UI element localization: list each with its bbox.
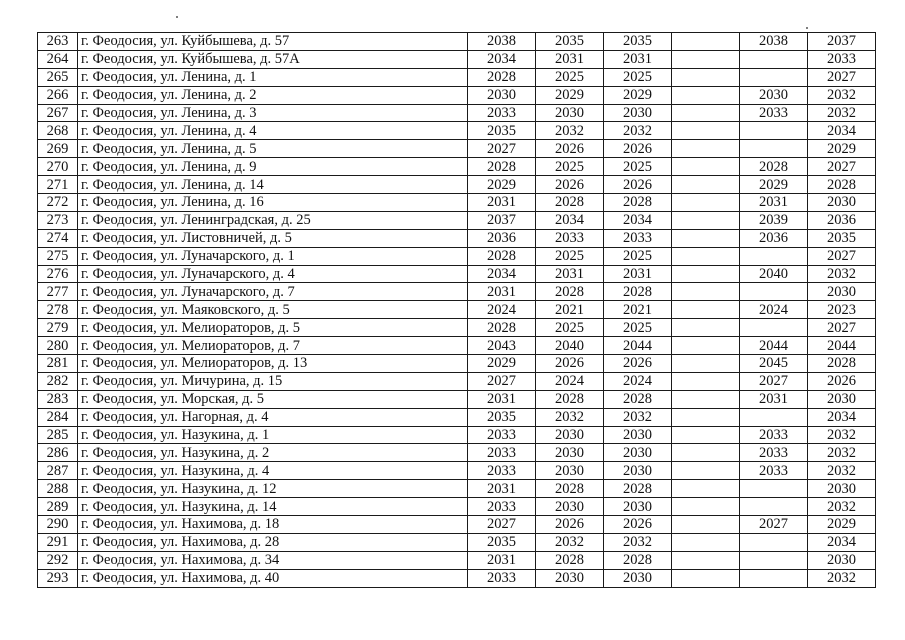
year-cell-6: 2028 [808,355,876,373]
year-cell-5: 2031 [740,194,808,212]
table-row [38,86,876,104]
year-cell-1: 2033 [468,569,536,587]
year-cell-4 [672,229,740,247]
year-cell-1: 2035 [468,122,536,140]
address-cell: г. Феодосия, ул. Назукина, д. 14 [78,498,468,516]
year-cell-6: 2030 [808,390,876,408]
table-row [38,498,876,516]
year-cell-4 [672,283,740,301]
year-cell-1: 2028 [468,158,536,176]
year-cell-6: 2023 [808,301,876,319]
year-cell-3: 2030 [604,444,672,462]
year-cell-1: 2033 [468,498,536,516]
year-cell-6: 2027 [808,68,876,86]
year-cell-1: 2024 [468,301,536,319]
year-cell-4 [672,176,740,194]
year-cell-3: 2028 [604,390,672,408]
year-cell-4 [672,86,740,104]
year-cell-3: 2030 [604,426,672,444]
year-cell-6: 2030 [808,551,876,569]
year-cell-3: 2025 [604,68,672,86]
year-cell-3: 2028 [604,480,672,498]
year-cell-4 [672,372,740,390]
row-number-cell: 293 [38,569,78,587]
year-cell-1: 2031 [468,480,536,498]
year-cell-6: 2028 [808,176,876,194]
year-cell-4 [672,301,740,319]
year-cell-4 [672,480,740,498]
table-row [38,104,876,122]
year-cell-6: 2033 [808,50,876,68]
year-cell-5: 2036 [740,229,808,247]
table-row [38,122,876,140]
year-cell-1: 2031 [468,551,536,569]
year-cell-1: 2033 [468,462,536,480]
year-cell-6: 2027 [808,158,876,176]
year-cell-3: 2044 [604,337,672,355]
year-cell-3: 2030 [604,104,672,122]
scan-speck [176,16,178,18]
year-cell-5 [740,319,808,337]
year-cell-5: 2039 [740,211,808,229]
year-cell-3: 2031 [604,50,672,68]
year-cell-5: 2030 [740,86,808,104]
row-number-cell: 274 [38,229,78,247]
year-cell-2: 2029 [536,86,604,104]
row-number-cell: 266 [38,86,78,104]
year-cell-6: 2032 [808,426,876,444]
year-cell-4 [672,551,740,569]
year-cell-4 [672,569,740,587]
row-number-cell: 272 [38,194,78,212]
row-number-cell: 263 [38,33,78,51]
address-cell: г. Феодосия, ул. Листовничей, д. 5 [78,229,468,247]
year-cell-2: 2026 [536,176,604,194]
year-cell-5 [740,68,808,86]
table-row [38,319,876,337]
address-cell: г. Феодосия, ул. Нахимова, д. 34 [78,551,468,569]
year-cell-5 [740,122,808,140]
document-page [37,32,876,588]
year-cell-4 [672,355,740,373]
table-row [38,211,876,229]
year-cell-6: 2034 [808,408,876,426]
year-cell-5: 2028 [740,158,808,176]
table-row [38,337,876,355]
table-row [38,533,876,551]
year-cell-2: 2028 [536,390,604,408]
table-row [38,426,876,444]
year-cell-1: 2028 [468,247,536,265]
year-cell-5: 2040 [740,265,808,283]
year-cell-6: 2026 [808,372,876,390]
table-row [38,50,876,68]
year-cell-3: 2028 [604,283,672,301]
table-row [38,569,876,587]
housing-repair-schedule-table [37,32,876,588]
year-cell-1: 2028 [468,319,536,337]
address-cell: г. Феодосия, ул. Ленина, д. 2 [78,86,468,104]
row-number-cell: 269 [38,140,78,158]
year-cell-3: 2026 [604,516,672,534]
year-cell-6: 2027 [808,247,876,265]
year-cell-3: 2032 [604,122,672,140]
year-cell-6: 2034 [808,533,876,551]
row-number-cell: 287 [38,462,78,480]
year-cell-1: 2033 [468,104,536,122]
year-cell-5: 2031 [740,390,808,408]
row-number-cell: 273 [38,211,78,229]
year-cell-5 [740,498,808,516]
year-cell-5 [740,480,808,498]
year-cell-6: 2044 [808,337,876,355]
year-cell-4 [672,122,740,140]
year-cell-2: 2025 [536,68,604,86]
table-body [38,33,876,588]
year-cell-1: 2035 [468,408,536,426]
row-number-cell: 282 [38,372,78,390]
table-row [38,176,876,194]
year-cell-6: 2036 [808,211,876,229]
address-cell: г. Феодосия, ул. Назукина, д. 2 [78,444,468,462]
address-cell: г. Феодосия, ул. Назукина, д. 1 [78,426,468,444]
year-cell-6: 2032 [808,462,876,480]
year-cell-5: 2033 [740,444,808,462]
year-cell-5: 2033 [740,462,808,480]
year-cell-3: 2021 [604,301,672,319]
year-cell-1: 2031 [468,390,536,408]
address-cell: г. Феодосия, ул. Мелиораторов, д. 5 [78,319,468,337]
year-cell-6: 2030 [808,194,876,212]
year-cell-3: 2030 [604,569,672,587]
year-cell-2: 2030 [536,426,604,444]
year-cell-1: 2031 [468,283,536,301]
table-row [38,480,876,498]
year-cell-3: 2030 [604,498,672,516]
year-cell-4 [672,337,740,355]
year-cell-2: 2032 [536,122,604,140]
table-row [38,194,876,212]
table-row [38,247,876,265]
table-row [38,229,876,247]
year-cell-4 [672,211,740,229]
year-cell-6: 2032 [808,265,876,283]
address-cell: г. Феодосия, ул. Мичурина, д. 15 [78,372,468,390]
row-number-cell: 290 [38,516,78,534]
year-cell-5 [740,283,808,301]
year-cell-3: 2029 [604,86,672,104]
year-cell-2: 2030 [536,462,604,480]
row-number-cell: 281 [38,355,78,373]
year-cell-5: 2033 [740,426,808,444]
scan-speck [806,27,808,29]
year-cell-6: 2027 [808,319,876,337]
year-cell-4 [672,408,740,426]
table-row [38,390,876,408]
table-row [38,551,876,569]
address-cell: г. Феодосия, ул. Ленина, д. 14 [78,176,468,194]
year-cell-4 [672,265,740,283]
address-cell: г. Феодосия, ул. Маяковского, д. 5 [78,301,468,319]
year-cell-5: 2033 [740,104,808,122]
year-cell-5 [740,50,808,68]
year-cell-6: 2032 [808,498,876,516]
year-cell-1: 2034 [468,50,536,68]
year-cell-4 [672,390,740,408]
year-cell-5: 2024 [740,301,808,319]
year-cell-6: 2030 [808,283,876,301]
year-cell-4 [672,158,740,176]
year-cell-3: 2035 [604,33,672,51]
row-number-cell: 278 [38,301,78,319]
table-row [38,355,876,373]
address-cell: г. Феодосия, ул. Луначарского, д. 1 [78,247,468,265]
address-cell: г. Феодосия, ул. Мелиораторов, д. 13 [78,355,468,373]
year-cell-2: 2032 [536,533,604,551]
year-cell-1: 2029 [468,355,536,373]
row-number-cell: 268 [38,122,78,140]
year-cell-2: 2028 [536,283,604,301]
table-row [38,462,876,480]
address-cell: г. Феодосия, ул. Ленина, д. 16 [78,194,468,212]
row-number-cell: 288 [38,480,78,498]
table-row [38,444,876,462]
year-cell-1: 2028 [468,68,536,86]
year-cell-2: 2040 [536,337,604,355]
row-number-cell: 283 [38,390,78,408]
year-cell-2: 2021 [536,301,604,319]
year-cell-1: 2035 [468,533,536,551]
year-cell-3: 2025 [604,247,672,265]
year-cell-3: 2033 [604,229,672,247]
row-number-cell: 264 [38,50,78,68]
year-cell-3: 2032 [604,533,672,551]
row-number-cell: 279 [38,319,78,337]
row-number-cell: 285 [38,426,78,444]
table-row [38,301,876,319]
address-cell: г. Феодосия, ул. Ленинградская, д. 25 [78,211,468,229]
year-cell-2: 2032 [536,408,604,426]
year-cell-6: 2029 [808,140,876,158]
year-cell-5 [740,140,808,158]
year-cell-2: 2030 [536,104,604,122]
row-number-cell: 280 [38,337,78,355]
year-cell-5 [740,533,808,551]
table-row [38,158,876,176]
year-cell-3: 2032 [604,408,672,426]
address-cell: г. Феодосия, ул. Нахимова, д. 28 [78,533,468,551]
year-cell-2: 2030 [536,498,604,516]
year-cell-3: 2025 [604,158,672,176]
year-cell-4 [672,426,740,444]
year-cell-4 [672,33,740,51]
year-cell-1: 2027 [468,372,536,390]
year-cell-5: 2038 [740,33,808,51]
year-cell-5: 2045 [740,355,808,373]
address-cell: г. Феодосия, ул. Ленина, д. 4 [78,122,468,140]
address-cell: г. Феодосия, ул. Нахимова, д. 40 [78,569,468,587]
row-number-cell: 275 [38,247,78,265]
row-number-cell: 284 [38,408,78,426]
address-cell: г. Феодосия, ул. Ленина, д. 5 [78,140,468,158]
year-cell-4 [672,516,740,534]
address-cell: г. Феодосия, ул. Мелиораторов, д. 7 [78,337,468,355]
year-cell-4 [672,319,740,337]
year-cell-6: 2034 [808,122,876,140]
year-cell-2: 2030 [536,444,604,462]
year-cell-6: 2030 [808,480,876,498]
year-cell-1: 2038 [468,33,536,51]
year-cell-4 [672,104,740,122]
year-cell-3: 2025 [604,319,672,337]
year-cell-2: 2031 [536,265,604,283]
year-cell-1: 2036 [468,229,536,247]
year-cell-6: 2032 [808,86,876,104]
address-cell: г. Феодосия, ул. Куйбышева, д. 57А [78,50,468,68]
year-cell-2: 2026 [536,140,604,158]
year-cell-1: 2031 [468,194,536,212]
table-row [38,68,876,86]
row-number-cell: 291 [38,533,78,551]
year-cell-2: 2026 [536,355,604,373]
year-cell-3: 2026 [604,176,672,194]
year-cell-2: 2025 [536,158,604,176]
year-cell-5 [740,408,808,426]
row-number-cell: 292 [38,551,78,569]
table-row [38,33,876,51]
year-cell-6: 2035 [808,229,876,247]
year-cell-5 [740,551,808,569]
year-cell-3: 2030 [604,462,672,480]
row-number-cell: 271 [38,176,78,194]
year-cell-1: 2033 [468,426,536,444]
table-row [38,372,876,390]
address-cell: г. Феодосия, ул. Луначарского, д. 7 [78,283,468,301]
year-cell-6: 2032 [808,444,876,462]
year-cell-1: 2037 [468,211,536,229]
year-cell-2: 2028 [536,551,604,569]
year-cell-6: 2032 [808,104,876,122]
year-cell-2: 2028 [536,480,604,498]
year-cell-6: 2032 [808,569,876,587]
year-cell-2: 2035 [536,33,604,51]
year-cell-4 [672,68,740,86]
year-cell-3: 2031 [604,265,672,283]
address-cell: г. Феодосия, ул. Куйбышева, д. 57 [78,33,468,51]
year-cell-4 [672,247,740,265]
year-cell-5 [740,247,808,265]
year-cell-1: 2030 [468,86,536,104]
year-cell-4 [672,194,740,212]
year-cell-2: 2034 [536,211,604,229]
table-row [38,265,876,283]
year-cell-5: 2029 [740,176,808,194]
row-number-cell: 270 [38,158,78,176]
year-cell-1: 2027 [468,140,536,158]
year-cell-2: 2030 [536,569,604,587]
year-cell-3: 2024 [604,372,672,390]
year-cell-3: 2026 [604,140,672,158]
address-cell: г. Феодосия, ул. Назукина, д. 12 [78,480,468,498]
year-cell-5: 2027 [740,372,808,390]
table-row [38,408,876,426]
address-cell: г. Феодосия, ул. Ленина, д. 9 [78,158,468,176]
table-row [38,140,876,158]
row-number-cell: 286 [38,444,78,462]
address-cell: г. Феодосия, ул. Морская, д. 5 [78,390,468,408]
address-cell: г. Феодосия, ул. Луначарского, д. 4 [78,265,468,283]
row-number-cell: 276 [38,265,78,283]
address-cell: г. Феодосия, ул. Ленина, д. 3 [78,104,468,122]
year-cell-1: 2027 [468,516,536,534]
year-cell-2: 2025 [536,247,604,265]
year-cell-4 [672,140,740,158]
year-cell-2: 2031 [536,50,604,68]
year-cell-2: 2024 [536,372,604,390]
year-cell-6: 2029 [808,516,876,534]
year-cell-2: 2025 [536,319,604,337]
address-cell: г. Феодосия, ул. Нагорная, д. 4 [78,408,468,426]
year-cell-4 [672,498,740,516]
table-row [38,516,876,534]
year-cell-4 [672,533,740,551]
year-cell-1: 2043 [468,337,536,355]
year-cell-1: 2033 [468,444,536,462]
row-number-cell: 289 [38,498,78,516]
year-cell-2: 2026 [536,516,604,534]
year-cell-5: 2044 [740,337,808,355]
year-cell-4 [672,50,740,68]
year-cell-3: 2034 [604,211,672,229]
year-cell-6: 2037 [808,33,876,51]
address-cell: г. Феодосия, ул. Назукина, д. 4 [78,462,468,480]
row-number-cell: 267 [38,104,78,122]
year-cell-2: 2028 [536,194,604,212]
table-row [38,283,876,301]
year-cell-4 [672,462,740,480]
year-cell-5 [740,569,808,587]
year-cell-1: 2034 [468,265,536,283]
address-cell: г. Феодосия, ул. Нахимова, д. 18 [78,516,468,534]
year-cell-2: 2033 [536,229,604,247]
year-cell-5: 2027 [740,516,808,534]
year-cell-3: 2028 [604,194,672,212]
address-cell: г. Феодосия, ул. Ленина, д. 1 [78,68,468,86]
row-number-cell: 277 [38,283,78,301]
year-cell-4 [672,444,740,462]
year-cell-3: 2026 [604,355,672,373]
row-number-cell: 265 [38,68,78,86]
year-cell-3: 2028 [604,551,672,569]
year-cell-1: 2029 [468,176,536,194]
